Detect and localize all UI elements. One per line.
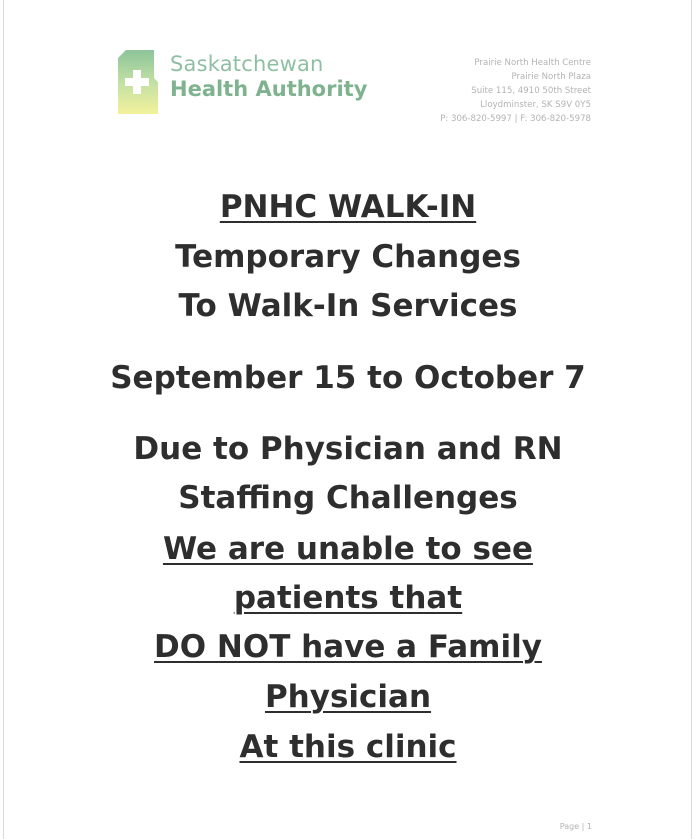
clinic-address [440,56,591,126]
warning-line-3: DO NOT have a Family [154,629,542,665]
address-line: P: 306-820-5997 | F: 306-820-5978 [440,114,591,124]
notice-reason-2: Staffing Challenges [178,480,518,516]
warning-line-1: We are unable to see [162,531,534,567]
page-number: Page | 1 [559,822,592,831]
notice-subtitle-2: To Walk-In Services [178,288,518,324]
address-line: Prairie North Health Centre [474,58,591,68]
saskatchewan-logo-icon [116,48,160,116]
address-line: Prairie North Plaza [511,72,591,82]
notice-dates: September 15 to October 7 [110,360,586,396]
address-line: Suite 115, 4910 50th Street [471,86,591,96]
org-name [170,54,367,100]
warning-line-5: At this clinic [239,729,457,765]
notice-subtitle-1: Temporary Changes [175,239,521,275]
warning-line-4: Physician [264,679,432,715]
notice-title: PNHC WALK-IN [219,189,477,225]
org-name-line1: Saskatchewan [170,52,324,76]
org-name-line2: Health Authority [170,77,368,101]
warning-line-2: patients that [233,580,463,616]
notice-reason-1: Due to Physician and RN [133,431,563,467]
address-line: Lloydminster, SK S9V 0Y5 [480,100,591,110]
